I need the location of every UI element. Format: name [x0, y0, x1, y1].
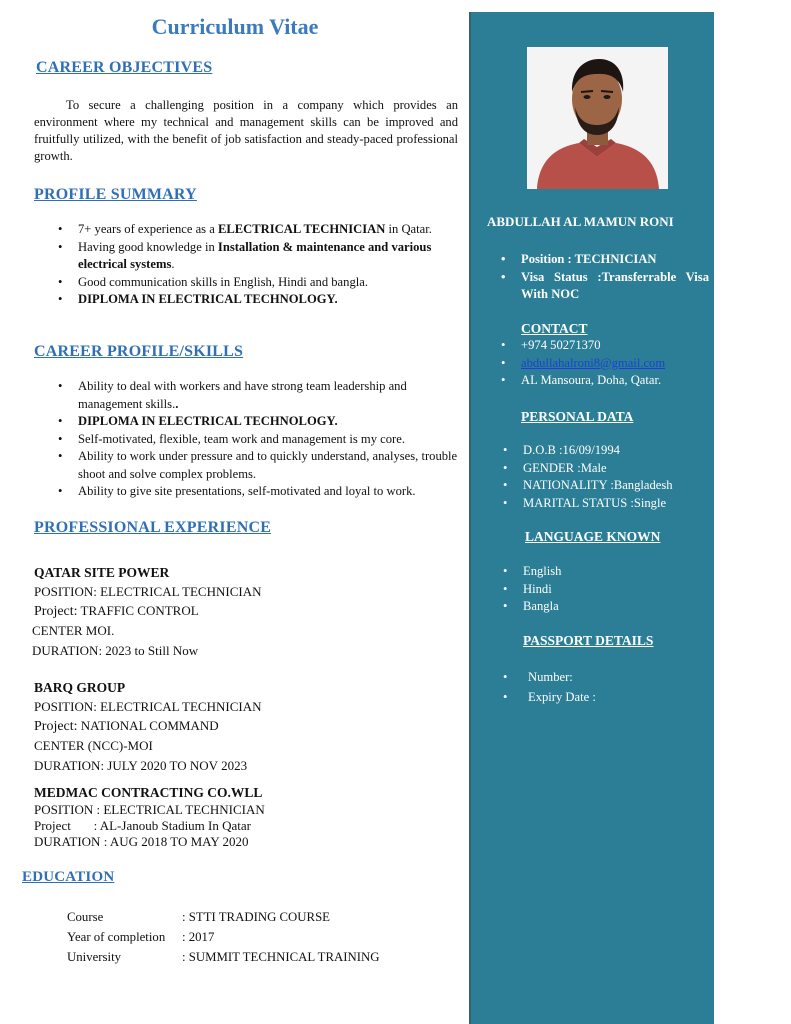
job-duration: DURATION: 2023 to Still Now: [32, 643, 199, 658]
list-item: • Expiry Date :: [499, 687, 711, 707]
address: • AL Mansoura, Doha, Qatar.: [497, 372, 709, 390]
project-name-cont: CENTER (NCC)-MOI: [34, 738, 153, 753]
education-key: Year of completion: [67, 930, 166, 944]
list-item: • Self-motivated, flexible, team work and management is my core.: [54, 431, 464, 449]
list-item: • DIPLOMA IN ELECTRICAL TECHNOLOGY.: [54, 291, 444, 309]
job-duration: DURATION : AUG 2018 TO MAY 2020: [34, 834, 249, 849]
passport-list: [499, 667, 711, 707]
section-personal-data: PERSONAL DATA: [521, 409, 634, 424]
list-item: [497, 355, 709, 373]
education-value: : SUMMIT TECHNICAL TRAINING: [182, 950, 380, 964]
profile-photo: [527, 47, 668, 189]
job-duration: DURATION: JULY 2020 TO NOV 2023: [34, 758, 248, 773]
section-career-objectives: CAREER OBJECTIVES: [36, 59, 213, 76]
list-item: • Hindi: [499, 581, 711, 599]
job-position: POSITION: ELECTRICAL TECHNICIAN: [34, 699, 262, 714]
person-photo-icon: [527, 47, 668, 189]
section-experience: PROFESSIONAL EXPERIENCE: [34, 519, 272, 536]
project-name: NATIONAL COMMAND: [77, 718, 219, 733]
education-value: : 2017: [182, 930, 215, 944]
job-position: POSITION : ELECTRICAL TECHNICIAN: [34, 802, 265, 817]
page-title: Curriculum Vitae: [151, 14, 319, 39]
company-name: MEDMAC CONTRACTING CO.WLL: [34, 785, 263, 800]
project-label: Project:: [34, 604, 78, 619]
list-item: • 7+ years of experience as a ELECTRICAL TECHNICIAN in Qatar.: [54, 221, 444, 239]
objective-text: To secure a challenging position in a company which provides an environment where my technical and management skills can be improved and fruitfully utilized, with the benefit of job satisfaction and steady-paced professional growth.: [34, 98, 458, 163]
list-item: • Position : TECHNICIAN: [497, 251, 709, 269]
list-item: • GENDER :Male: [499, 460, 711, 478]
job-entry: [34, 563, 454, 660]
list-item: • D.O.B :16/09/1994: [499, 442, 711, 460]
list-item: • English: [499, 563, 711, 581]
education-row: [67, 947, 380, 967]
personal-list: [499, 442, 711, 512]
section-education: EDUCATION: [22, 869, 115, 885]
language-list: [499, 563, 711, 616]
company-name: QATAR SITE POWER: [34, 565, 170, 580]
list-item: • Number:: [499, 667, 711, 687]
job-entry: [34, 784, 454, 850]
education-key: University: [67, 950, 122, 964]
list-item: • Ability to deal with workers and have strong team leadership and management skills..: [54, 378, 464, 413]
list-item: • Having good knowledge in Installation & maintenance and various electrical systems.: [54, 239, 444, 274]
project-name: TRAFFIC CONTROL: [77, 603, 199, 618]
list-item: • MARITAL STATUS :Single: [499, 495, 711, 513]
skills-list: [54, 378, 464, 501]
education-row: [67, 907, 380, 927]
project-label: Project: [34, 818, 71, 833]
project-name-cont: CENTER MOI.: [32, 623, 115, 638]
list-item: • Good communication skills in English, Hindi and bangla.: [54, 274, 444, 292]
section-language: LANGUAGE KNOWN: [525, 529, 661, 544]
education-row: [67, 927, 380, 947]
list-item: • NATIONALITY :Bangladesh: [499, 477, 711, 495]
job-position: POSITION: ELECTRICAL TECHNICIAN: [34, 584, 262, 599]
contact-list: [497, 337, 709, 390]
education-key: Course: [67, 910, 104, 924]
project-label: Project:: [34, 719, 78, 734]
list-item: • Ability to work under pressure and to quickly understand, analyses, trouble shoot and solve complex problems.: [54, 448, 464, 483]
position-list: [497, 251, 709, 304]
job-entry: [34, 678, 454, 775]
list-item: • DIPLOMA IN ELECTRICAL TECHNOLOGY.: [54, 413, 464, 431]
education-value: : STTI TRADING COURSE: [182, 910, 331, 924]
email-link[interactable]: abdullahalroni8@gmail.com: [521, 355, 666, 370]
list-item: • Bangla: [499, 598, 711, 616]
education-table: [67, 907, 380, 967]
summary-list: [54, 221, 444, 309]
project-name: : AL-Janoub Stadium In Qatar: [70, 818, 251, 833]
candidate-name: ABDULLAH AL MAMUN RONI: [487, 214, 674, 229]
section-passport: PASSPORT DETAILS: [523, 633, 654, 648]
list-item: • Visa Status :Transferrable Visa With NOC: [497, 269, 709, 304]
section-career-profile: CAREER PROFILE/SKILLS: [34, 343, 244, 360]
list-item: • Ability to give site presentations, self-motivated and loyal to work.: [54, 483, 464, 501]
phone-number: • +974 50271370: [497, 337, 709, 355]
company-name: BARQ GROUP: [34, 680, 126, 695]
section-profile-summary: PROFILE SUMMARY: [34, 186, 197, 203]
section-contact: CONTACT: [521, 321, 588, 336]
